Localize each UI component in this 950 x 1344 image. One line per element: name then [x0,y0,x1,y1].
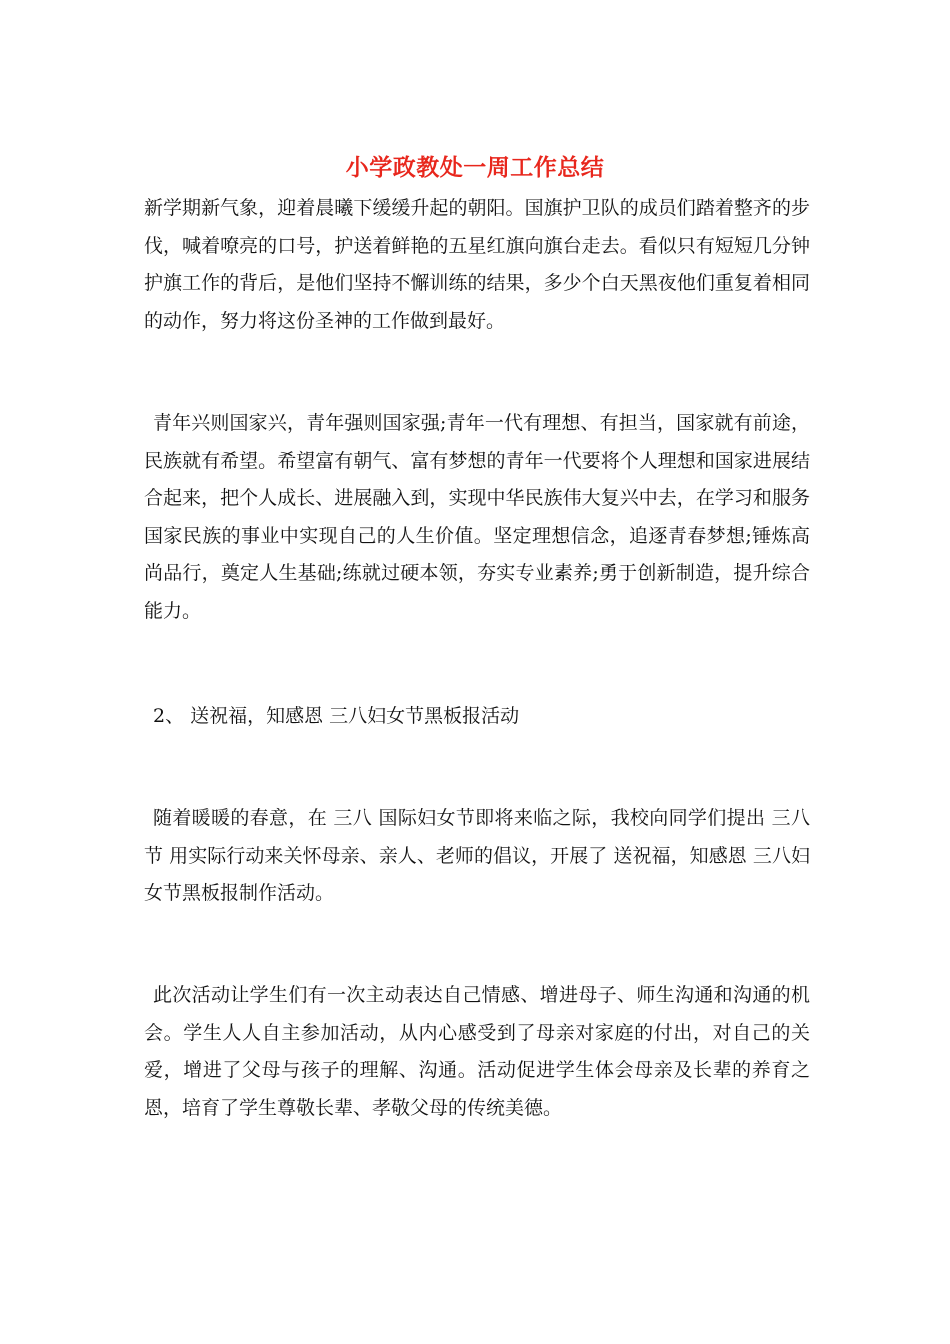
document-title: 小学政教处一周工作总结 [345,154,605,181]
paragraph-flag-guard: 新学期新气象，迎着晨曦下缓缓升起的朝阳。国旗护卫队的成员们踏着整齐的步伐，喊着嘹亮的口号，护送着鲜艳的五星红旗向旗台走去。看似只有短短几分钟护旗工作的背后，是他们坚持不懈训练的结果，多少个白天黑夜他们重复着相同的动作，努力将这份圣神的工作做到最好。 [144,197,810,332]
paragraph-activity-summary: 此次活动让学生们有一次主动表达自己情感、增进母子、师生沟通和沟通的机会。学生人人自主参加活动，从内心感受到了母亲对家庭的付出，对自己的关爱，增进了父母与孩子的理解、沟通。活动促进学生体会母亲及长辈的养育之恩，培育了学生尊敬长辈、孝敬父母的传统美德。 [144,984,810,1119]
paragraph-womens-day-intro: 随着暖暖的春意，在 三八 国际妇女节即将来临之际，我校向同学们提出 三八节 用实际行动来关怀母亲、亲人、老师的倡议，开展了 送祝福，知感恩 三八妇女节黑板报制作活动。 [144,807,810,904]
paragraph-youth: 青年兴则国家兴，青年强则国家强;青年一代有理想、有担当，国家就有前途，民族就有希望。希望富有朝气、富有梦想的青年一代要将个人理想和国家进展结合起来，把个人成长、进展融入到，实现中华民族伟大复兴中去，在学习和服务国家民族的事业中实现自己的人生价值。坚定理想信念，追逐青春梦想;锤炼高尚品行，奠定人生基础;练就过硬本领，夯实专业素养;勇于创新制造，提升综合能力。 [144,412,810,622]
section-heading-womens-day: 2、 送祝福，知感恩 三八妇女节黑板报活动 [153,705,520,727]
